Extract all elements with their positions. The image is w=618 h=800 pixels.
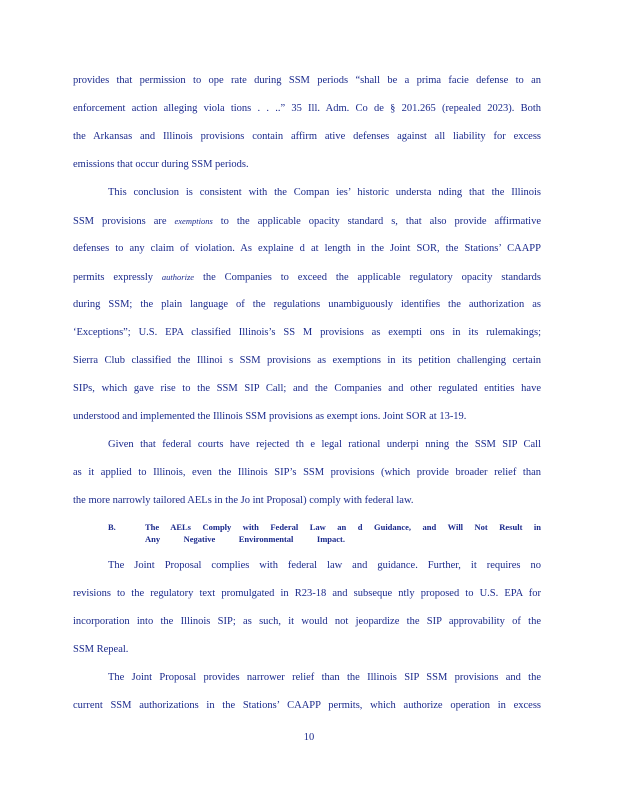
body-text-line: SSM Repeal. (73, 644, 129, 655)
body-text-line: current SSM authorizations in the Stations’ CAAPP permits, which authorize operation in excess (73, 700, 541, 711)
emphasis-text: exemptions (174, 216, 213, 226)
body-text-line: defenses to any claim of violation. As explaine d at length in the Joint SOR, the Stations’ CAAPP (73, 243, 541, 254)
body-text-line: Given that federal courts have rejected th e legal rational underpi nning the SSM SIP Call (108, 439, 541, 450)
section-heading-line: Any Negative Environmental Impact. (145, 534, 345, 544)
body-text-line (73, 270, 541, 284)
body-text-line: SIPs, which gave rise to the SSM SIP Call; and the Companies and other regulated entities have (73, 383, 541, 394)
page-number: 10 (303, 732, 315, 743)
body-text-line: This conclusion is consistent with the Compan ies’ historic understa nding that the Illinois (108, 187, 541, 198)
body-text-line: revisions to the regulatory text promulgated in R23-18 and subseque ntly proposed to U.S. EPA for (73, 588, 541, 599)
text-segment: permits expressly (73, 272, 154, 283)
body-text-line: incorporation into the Illinois SIP; as such, it would not jeopardize the SIP approvability of the (73, 616, 541, 627)
body-text-line: during SSM; the plain language of the regulations unambiguously identifies the authorization as (73, 299, 541, 310)
body-text-line (73, 214, 541, 228)
text-segment: to the applicable opacity standard s, that also provide affirmative (220, 216, 541, 227)
section-number: B. (108, 522, 116, 532)
body-text-line: The Joint Proposal complies with federal law and guidance. Further, it requires no (108, 560, 541, 571)
body-text-line: understood and implemented the Illinois SSM provisions as exempt ions. Joint SOR at 13-19. (73, 411, 467, 422)
body-text-line: Sierra Club classified the Illinoi s SSM provisions as exemptions in its petition challenging certain (73, 355, 541, 366)
section-heading (108, 521, 541, 545)
body-text-line: provides that permission to ope rate during SSM periods “shall be a prima facie defense to an (73, 75, 541, 86)
body-text-line: emissions that occur during SSM periods. (73, 159, 249, 170)
body-text-line: enforcement action alleging viola tions . . ..” 35 Ill. Adm. Co de § 201.265 (repealed 2023). Both (73, 103, 541, 114)
body-text-line: ‘Exceptions”; U.S. EPA classified Illinois’s SS M provisions as exempti ons in its rulemakings; (73, 327, 541, 338)
body-text-line: the more narrowly tailored AELs in the Jo int Proposal) comply with federal law. (73, 495, 414, 506)
section-heading-line: The AELs Comply with Federal Law an d Guidance, and Will Not Result in (145, 522, 541, 532)
body-text-line: the Arkansas and Illinois provisions contain affirm ative defenses against all liability for excess (73, 131, 541, 142)
text-segment: the Companies to exceed the applicable regulatory opacity standards (202, 272, 541, 283)
body-text-line: as it applied to Illinois, even the Illinois SIP’s SSM provisions (which provide broader relief than (73, 467, 541, 478)
body-text-line: The Joint Proposal provides narrower relief than the Illinois SIP SSM provisions and the (108, 672, 541, 683)
text-segment: SSM provisions are (73, 216, 167, 227)
emphasis-text: authorize (161, 272, 195, 282)
